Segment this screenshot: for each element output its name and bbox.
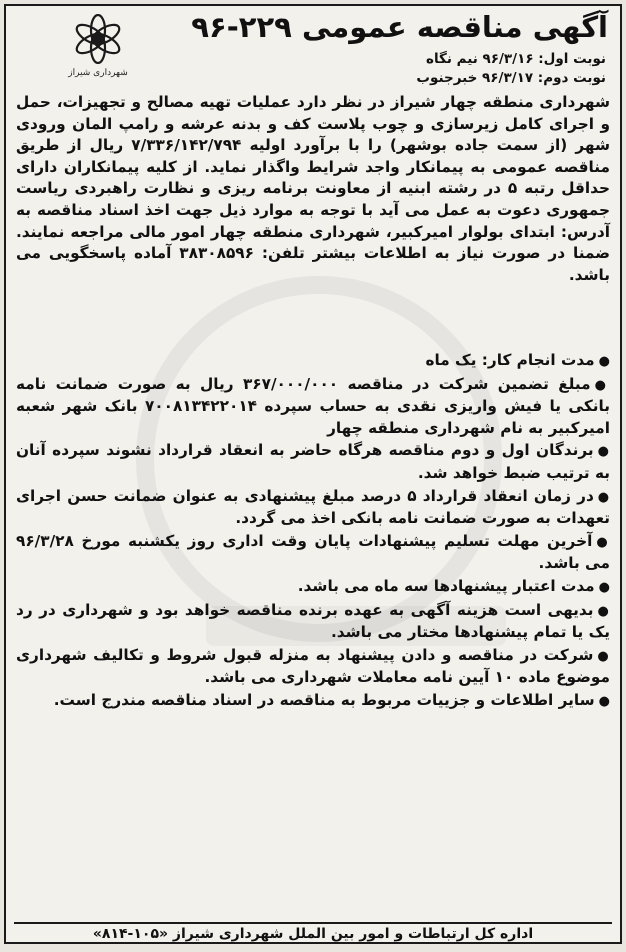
- condition-validity: [16, 576, 610, 599]
- notice-footer: اداره کل ارتباطات و امور بین الملل شهرداری شیراز «۱۰۵-۸۱۴»: [92, 926, 534, 942]
- condition-winners: [16, 440, 610, 484]
- tender-notice: [4, 4, 622, 944]
- first-publication-date: نوبت اول: ۹۶/۳/۱۶ نیم نگاه: [425, 51, 606, 67]
- notice-header: [6, 6, 620, 86]
- bullet-icon: ●: [598, 693, 610, 709]
- condition-duration: [16, 350, 610, 373]
- condition-text: آخرین مهلت تسلیم پیشنهادات پایان وقت اداری روز یکشنبه مورخ ۹۶/۳/۲۸ می باشد.: [16, 531, 610, 573]
- condition-acceptance: [16, 645, 610, 689]
- bullet-icon: ●: [597, 444, 611, 460]
- intro-paragraph: شهرداری منطقه چهار شیراز در نظر دارد عملیات تهیه مصالح و تجهیزات، حمل و اجرای کامل زیرسازی و چوب پلاست کف و بدنه عرشه و رامپ المان ورودی شهر (از سمت جاده بوشهر) را با برآورد اولیه ۷/۳۳۶/۱۴۲/۷۹۴ ریال از طریق مناقصه عمومی به پیمانکار واجد شرایط واگذار نماید. از کلیه پیمانکاران دارای حداقل رتبه ۵ در رشته ابنیه از معاونت برنامه ریزی و نظارت راهبردی ریاست جمهوری دعوت به عمل می آید با توجه به موارد ذیل جهت اخذ اسناد مناقصه به آدرس: ابتدای بولوار امیرکبیر، شهرداری منطقه چهار امور مالی مراجعه نمایند. ضمنا در صورت نیاز به اطلاعات بیشتر تلفن: ۳۸۳۰۸۵۹۶ آماده پاسخگویی می باشد.: [16, 93, 611, 284]
- notice-body: [16, 92, 610, 286]
- footer-divider: [14, 922, 612, 924]
- condition-text: مدت اعتبار پیشنهادها سه ماه می باشد.: [297, 576, 595, 595]
- bullet-icon: ●: [597, 489, 610, 505]
- bullet-icon: ●: [598, 354, 610, 369]
- condition-other-info: [16, 690, 610, 713]
- condition-advert-cost: [16, 600, 610, 644]
- condition-text: بدیهی است هزینه آگهی به عهده برنده مناقصه خواهد بود و شهرداری در رد یک یا تمام پیشنهادها مختار می باشد.: [16, 600, 610, 642]
- bullet-icon: ●: [596, 534, 610, 550]
- bullet-icon: ●: [597, 648, 610, 664]
- bullet-icon: ●: [594, 377, 610, 393]
- flower-emblem-icon: [52, 14, 144, 64]
- condition-text: شرکت در مناقصه و دادن پیشنهاد به منزله قبول شروط و تکالیف شهرداری موضوع ماده ۱۰ آیین نامه معاملات شهرداری می باشد.: [16, 645, 610, 687]
- condition-guarantee: [16, 374, 610, 440]
- bullet-icon: ●: [597, 603, 610, 619]
- bullet-icon: ●: [598, 579, 610, 595]
- condition-text: مبلغ تضمین شرکت در مناقصه ۳۶۷/۰۰۰/۰۰۰ ریال به صورت ضمانت نامه بانکی یا فیش واریزی نقدی به حساب سپرده ۷۰۰۸۱۳۴۲۲۰۱۴ بانک شهر شعبه امیرکبیر به نام شهرداری منطقه چهار: [16, 374, 611, 437]
- condition-deadline: [16, 531, 610, 575]
- notice-title: آگهی مناقصه عمومی ۲۲۹-۹۶: [191, 10, 608, 44]
- logo-caption: شهرداری شیراز: [68, 68, 128, 78]
- conditions-list: [16, 350, 610, 714]
- condition-performance-bond: [16, 486, 610, 530]
- condition-text: برندگان اول و دوم مناقصه هرگاه حاضر به انعقاد قرارداد نشوند سپرده آنان به ترتیب ضبط خواهد شد.: [16, 441, 610, 482]
- condition-text: مدت انجام کار: یک ماه: [425, 351, 595, 369]
- condition-text: در زمان انعقاد قرارداد ۵ درصد مبلغ پیشنهادی به عنوان ضمانت حسن اجرای تعهدات به صورت ضمانت نامه بانکی اخذ می گردد.: [16, 486, 610, 528]
- second-publication-date: نوبت دوم: ۹۶/۳/۱۷ خبرجنوب: [416, 70, 606, 86]
- shiraz-municipality-logo: [52, 14, 144, 76]
- condition-text: سایر اطلاعات و جزییات مربوط به مناقصه در اسناد مناقصه مندرج است.: [53, 690, 595, 709]
